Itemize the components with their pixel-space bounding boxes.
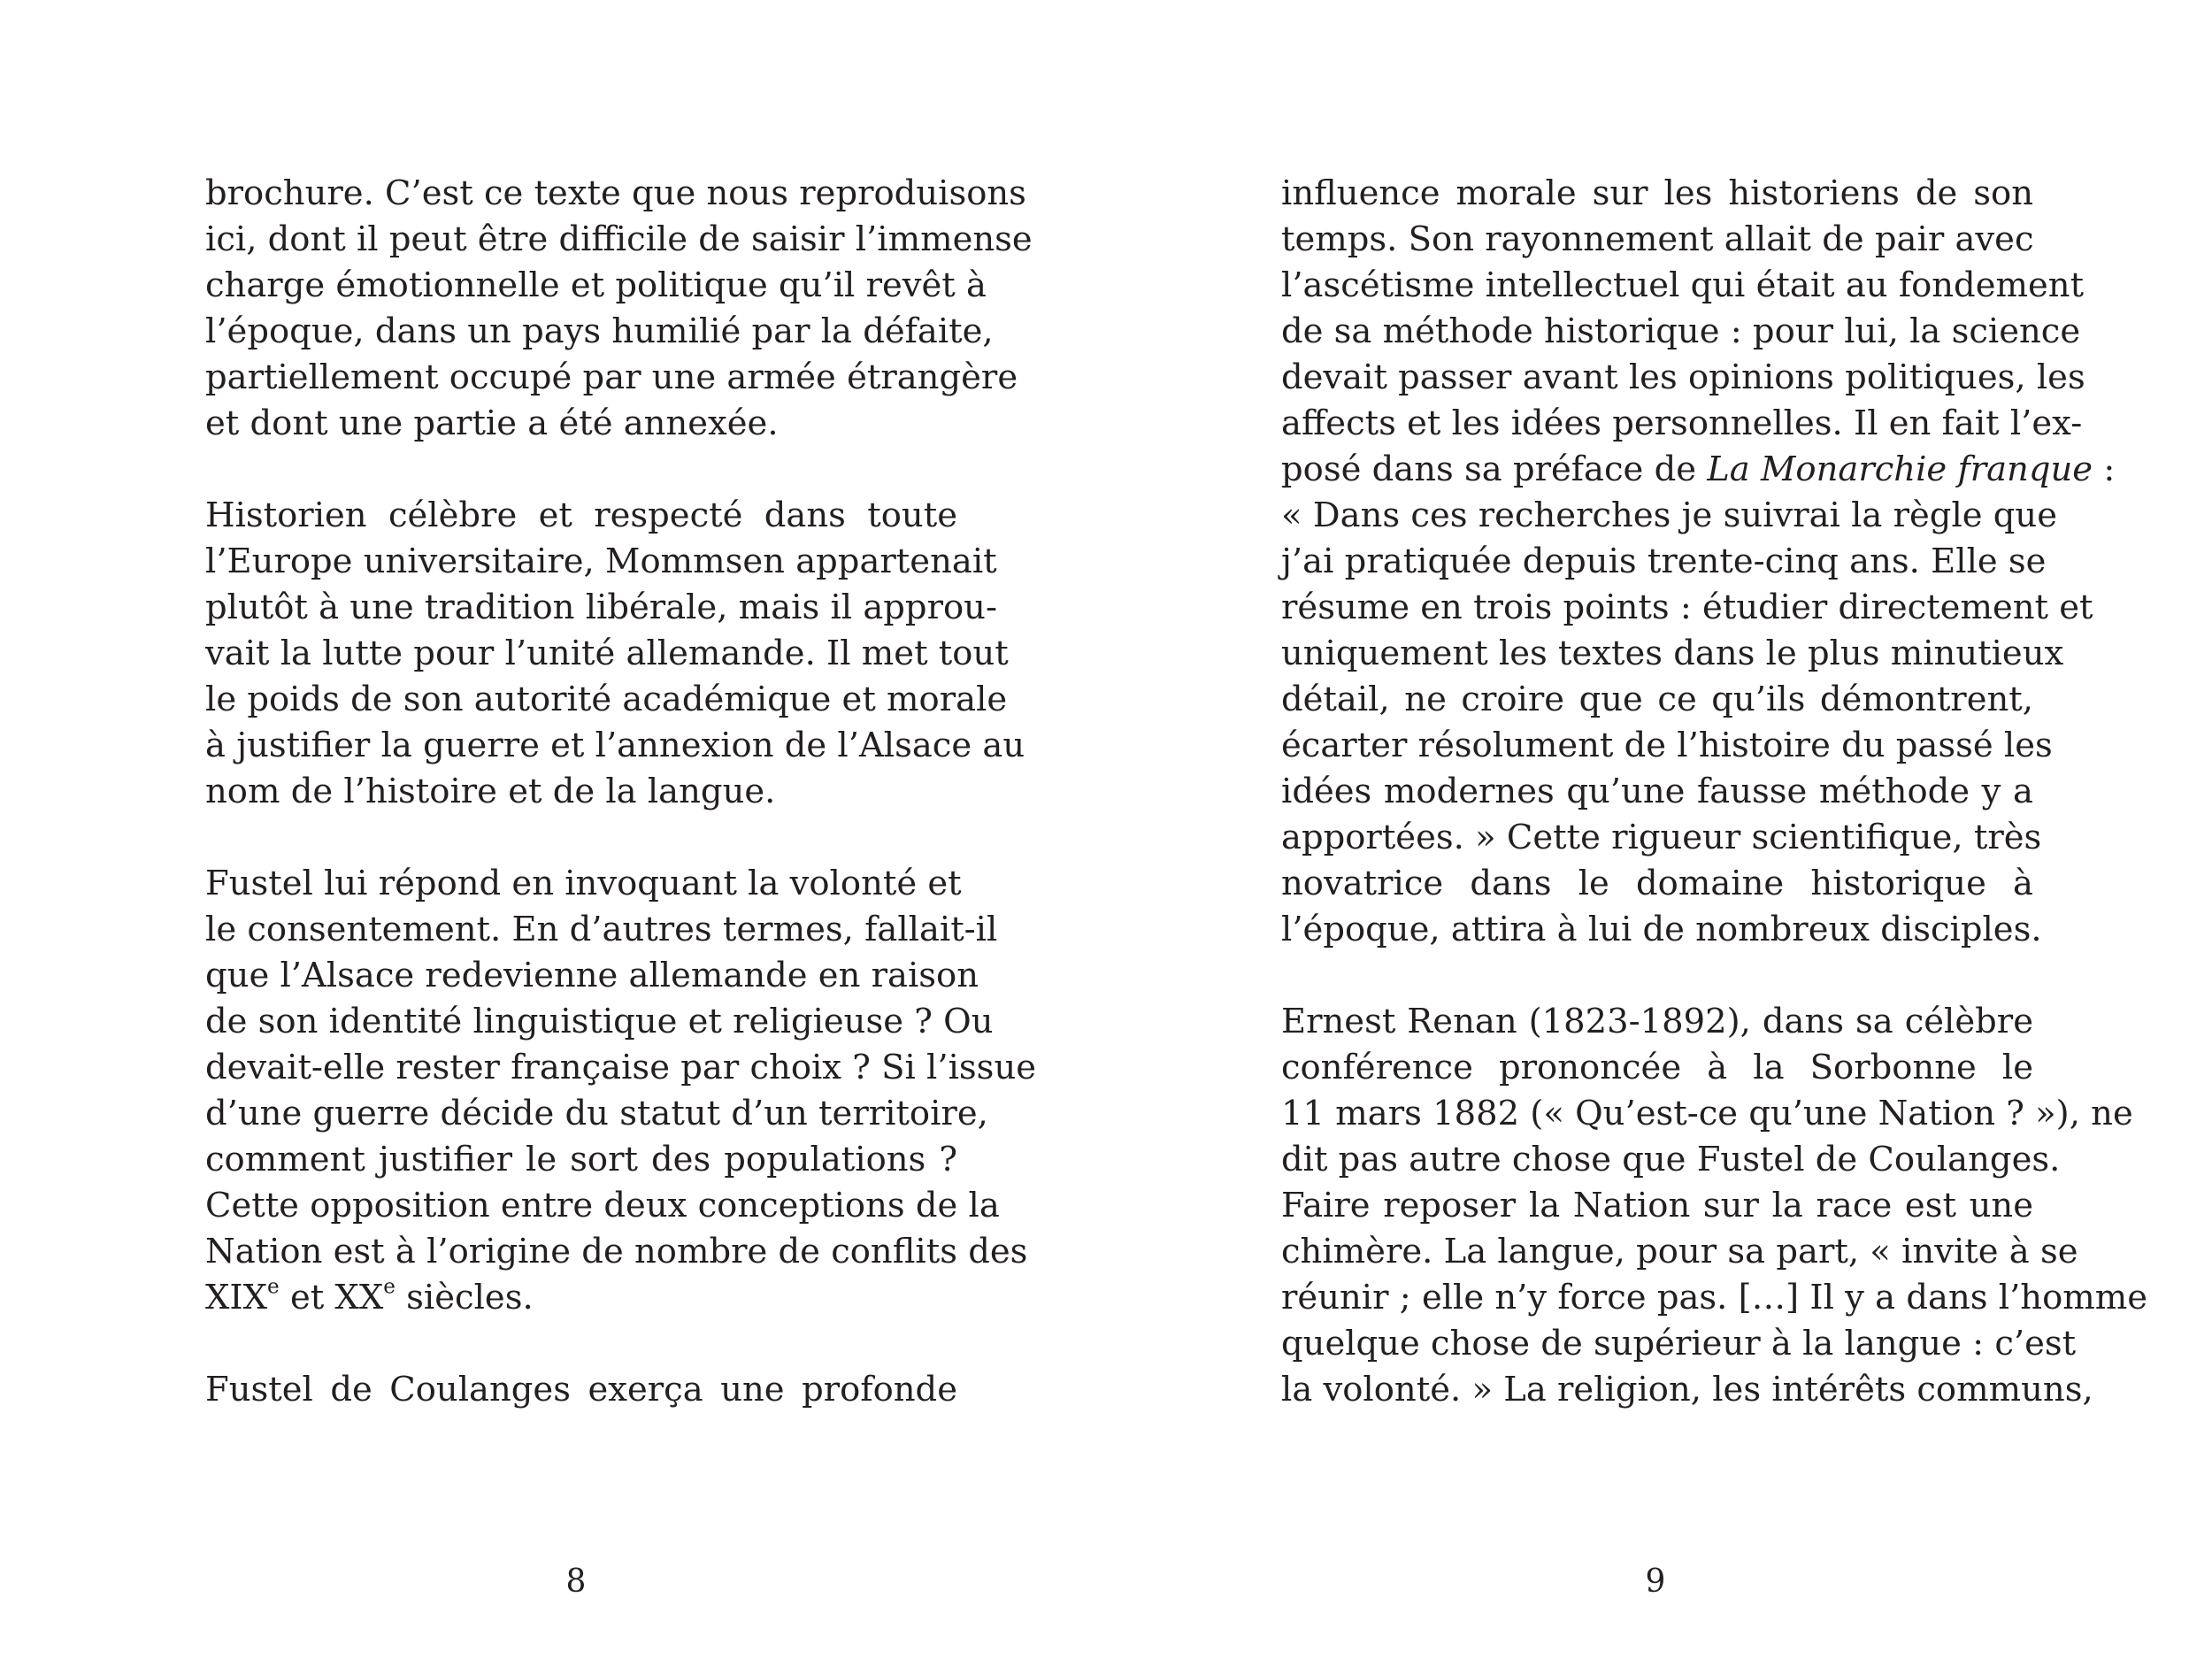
text-line: 11 mars 1882 (« Qu’est-ce qu’une Nation ? »), ne: [1281, 1094, 2133, 1133]
text-line: la volonté. » La religion, les intérêts communs,: [1281, 1370, 2093, 1409]
text-fragment: et XX: [279, 1278, 384, 1317]
text-line: novatrice dans le domaine historique à: [1281, 864, 2033, 903]
text-line: le consentement. En d’autres termes, fallait-il: [205, 910, 998, 949]
text-line: vait la lutte pour l’unité allemande. Il met tout: [205, 634, 1009, 673]
text-line: apportées. » Cette rigueur scientifique, très: [1281, 818, 2042, 857]
right-paragraph-2: [1281, 999, 2148, 1413]
text-line: idées modernes qu’une fausse méthode y a: [1281, 772, 2033, 811]
text-line: Ernest Renan (1823-1892), dans sa célèbre: [1281, 1002, 2033, 1041]
right-paragraph-1: [1281, 171, 2116, 953]
text-line: à justifier la guerre et l’annexion de l’Alsace au: [205, 726, 1025, 765]
text-line: Fustel de Coulanges exerça une profonde: [205, 1370, 957, 1409]
text-line: Nation est à l’origine de nombre de conflits des: [205, 1232, 1028, 1271]
text-line: conférence prononcée à la Sorbonne le: [1281, 1048, 2033, 1087]
text-line: influence morale sur les historiens de son: [1281, 173, 2033, 213]
text-line: ici, dont il peut être difficile de saisir l’immense: [205, 219, 1033, 259]
text-line: j’ai pratiquée depuis trente-cinq ans. Elle se: [1281, 541, 2047, 581]
text-line: de son identité linguistique et religieuse ? Ou: [205, 1002, 994, 1041]
text-line: écarter résolument de l’histoire du passé les: [1281, 726, 2053, 765]
left-paragraph-4: [205, 1367, 957, 1413]
text-line: détail, ne croire que ce qu’ils démontrent,: [1281, 680, 2033, 719]
text-line: comment justifier le sort des populations ?: [205, 1140, 957, 1179]
text-line: Fustel lui répond en invoquant la volonté et: [205, 864, 962, 903]
superscript: e: [383, 1275, 396, 1299]
text-line: dit pas autre chose que Fustel de Coulanges.: [1281, 1140, 2061, 1179]
text-line: Cette opposition entre deux conceptions de la: [205, 1186, 1000, 1225]
left-paragraph-2: [205, 493, 1025, 815]
text-fragment: posé dans sa préface de: [1281, 449, 1708, 489]
text-line: résume en trois points : étudier directement et: [1281, 588, 2093, 627]
text-line: brochure. C’est ce texte que nous reproduisons: [205, 173, 1026, 213]
text-line: Historien célèbre et respecté dans toute: [205, 495, 957, 535]
text-line: de sa méthode historique : pour lui, la science: [1281, 311, 2081, 351]
text-line: chimère. La langue, pour sa part, « invite à se: [1281, 1232, 2078, 1271]
text-line: et dont une partie a été annexée.: [205, 403, 779, 443]
page-number: 8: [565, 1563, 587, 1600]
text-line-book-title: [1281, 447, 2116, 493]
text-line: « Dans ces recherches je suivrai la règle que: [1281, 495, 2058, 535]
text-line: plutôt à une tradition libérale, mais il approu-: [205, 588, 997, 627]
text-line: devait-elle rester française par choix ? Si l’issue: [205, 1048, 1037, 1087]
text-fragment: XIX: [205, 1278, 268, 1317]
text-line: nom de l’histoire et de la langue.: [205, 772, 776, 811]
book-title: La Monarchie franque: [1707, 449, 2093, 489]
left-paragraph-1: [205, 171, 1033, 447]
right-text-block: [1281, 171, 2148, 1459]
text-line: affects et les idées personnelles. Il en fait l’ex-: [1281, 403, 2083, 443]
text-line: temps. Son rayonnement allait de pair avec: [1281, 219, 2034, 259]
text-line: quelque chose de supérieur à la langue : c’est: [1281, 1324, 2077, 1363]
text-fragment: siècles.: [395, 1278, 534, 1317]
text-line: Faire reposer la Nation sur la race est une: [1281, 1186, 2033, 1225]
text-line-centuries: [205, 1275, 957, 1321]
text-line: l’Europe universitaire, Mommsen appartenait: [205, 541, 997, 581]
text-line: partiellement occupé par une armée étrangère: [205, 357, 1018, 397]
text-line: que l’Alsace redevienne allemande en raison: [205, 956, 979, 995]
text-line: l’ascétisme intellectuel qui était au fondement: [1281, 265, 2085, 305]
page-number: 9: [1645, 1563, 1666, 1600]
superscript: e: [267, 1275, 280, 1299]
text-line: d’une guerre décide du statut d’un territoire,: [205, 1094, 988, 1133]
right-page: [1106, 0, 2212, 1659]
text-line: réunir ; elle n’y force pas. […] Il y a dans l’homme: [1281, 1278, 2148, 1317]
left-paragraph-3: [205, 861, 1037, 1321]
left-text-block: [205, 171, 1037, 1459]
text-line: le poids de son autorité académique et morale: [205, 680, 1008, 719]
text-line: devait passer avant les opinions politiques, les: [1281, 357, 2085, 397]
text-line: l’époque, dans un pays humilié par la défaite,: [205, 311, 994, 351]
text-fragment: :: [2093, 449, 2116, 489]
text-line: charge émotionnelle et politique qu’il revêt à: [205, 265, 987, 305]
text-line: l’époque, attira à lui de nombreux disciples.: [1281, 910, 2042, 949]
text-line: uniquement les textes dans le plus minutieux: [1281, 634, 2064, 673]
